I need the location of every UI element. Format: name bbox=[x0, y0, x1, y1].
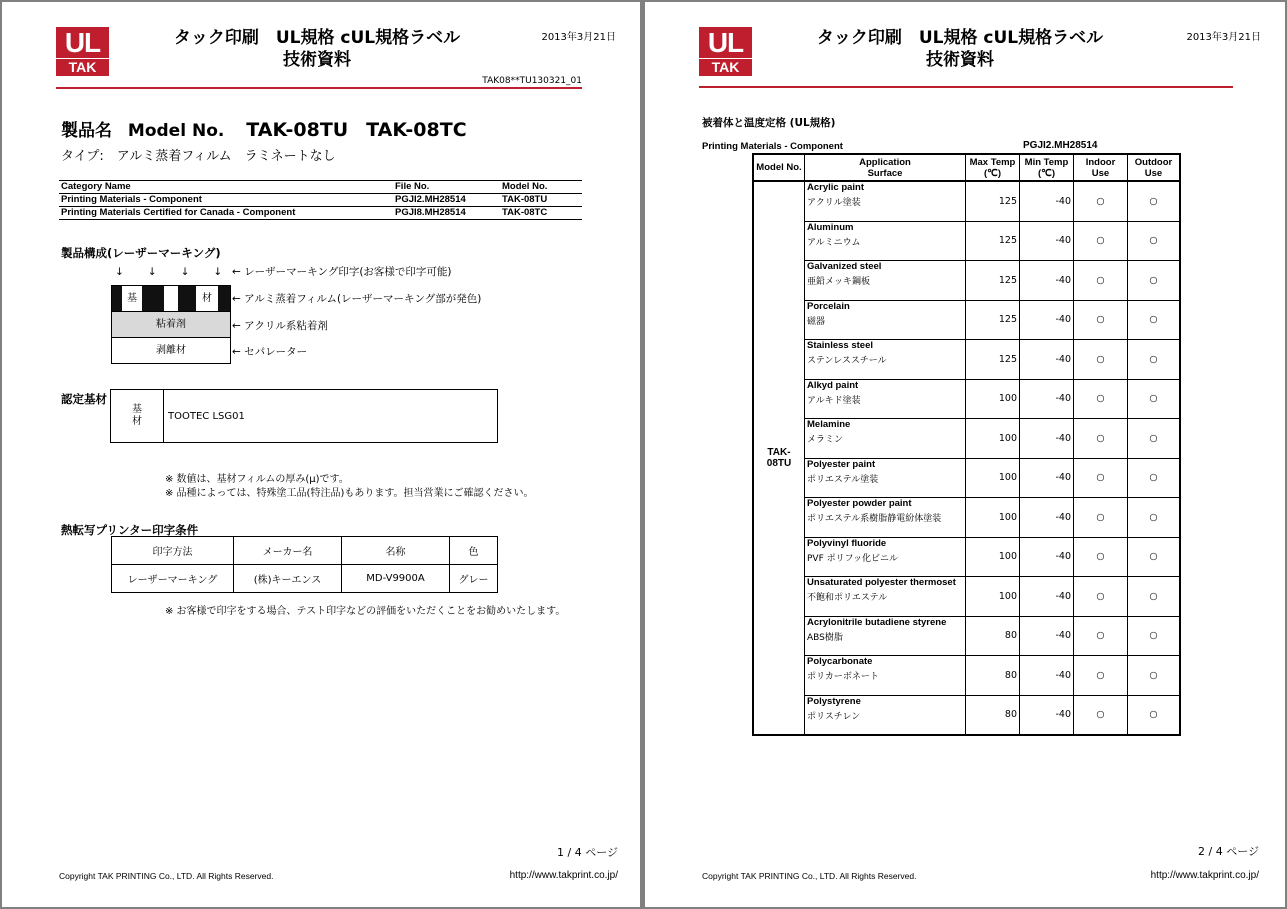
max-temp-cell: 80 bbox=[966, 616, 1020, 656]
temperature-section-title: 被着体と温度定格 (UL規格) bbox=[702, 117, 836, 129]
layer-film-note: ← アルミ蒸着フィルム(レーザーマーキング部が発色) bbox=[232, 293, 482, 305]
surface-cell bbox=[805, 616, 966, 656]
indoor-cell: ○ bbox=[1074, 419, 1128, 459]
min-temp-cell: -40 bbox=[1020, 656, 1074, 696]
material-label-cell bbox=[111, 390, 164, 443]
footer-url[interactable]: http://www.takprint.co.jp/ bbox=[509, 870, 618, 881]
table-row bbox=[753, 419, 1180, 459]
copyright: Copyright TAK PRINTING Co., LTD. All Rights Reserved. bbox=[702, 871, 917, 881]
table-row bbox=[59, 207, 582, 220]
model-a: TAK-08TU bbox=[246, 119, 349, 141]
table-header-row bbox=[753, 154, 1180, 181]
table-cell: MD-V9900A bbox=[342, 565, 450, 593]
outdoor-cell: ○ bbox=[1128, 695, 1181, 735]
table-cell: TAK-08TC bbox=[500, 207, 582, 220]
document-date: 2013年3月21日 bbox=[541, 32, 616, 43]
title-line-2: 技術資料 bbox=[926, 50, 994, 70]
material-table bbox=[110, 389, 498, 443]
min-temp-cell: -40 bbox=[1020, 261, 1074, 301]
surface-cell bbox=[805, 300, 966, 340]
table-row bbox=[753, 340, 1180, 380]
surface-english: Polyvinyl fluoride bbox=[807, 537, 887, 549]
min-temp-cell: -40 bbox=[1020, 221, 1074, 261]
min-temp-cell: -40 bbox=[1020, 419, 1074, 459]
min-temp-header: Min Temp (℃) bbox=[1020, 154, 1074, 181]
page-title bbox=[152, 27, 482, 71]
material-section-title: 認定基材 bbox=[61, 392, 107, 406]
model-cell: TAK-08TU bbox=[753, 181, 805, 735]
surface-japanese: 磁器 bbox=[807, 316, 826, 327]
ul-tak-logo bbox=[56, 27, 109, 76]
table-cell: (株)キーエンス bbox=[234, 565, 342, 593]
indoor-cell: ○ bbox=[1074, 695, 1128, 735]
min-temp-cell: -40 bbox=[1020, 181, 1074, 221]
layer-adhesive-note: ← アクリル系粘着剤 bbox=[232, 320, 328, 332]
indoor-cell: ○ bbox=[1074, 379, 1128, 419]
table-row bbox=[59, 194, 582, 207]
max-temp-header: Max Temp (℃) bbox=[966, 154, 1020, 181]
outdoor-header: Outdoor Use bbox=[1128, 154, 1181, 181]
material-label-2: 材 bbox=[132, 416, 142, 427]
table-row bbox=[753, 379, 1180, 419]
surface-cell bbox=[805, 656, 966, 696]
document-page-1 bbox=[2, 2, 640, 907]
table-row bbox=[753, 577, 1180, 617]
printer-section-title: 熱転写プリンター印字条件 bbox=[61, 523, 199, 537]
surface-japanese: ポリスチレン bbox=[807, 711, 861, 722]
layer-liner-note: ← セパレーター bbox=[232, 346, 308, 358]
product-type: タイプ: アルミ蒸着フィルム ラミネートなし bbox=[61, 149, 336, 164]
title-line-1: タック印刷 UL規格 cUL規格ラベル bbox=[816, 28, 1104, 48]
indoor-header: Indoor Use bbox=[1074, 154, 1128, 181]
max-temp-cell: 125 bbox=[966, 181, 1020, 221]
table-row bbox=[753, 656, 1180, 696]
min-temp-cell: -40 bbox=[1020, 616, 1074, 656]
indoor-cell: ○ bbox=[1074, 537, 1128, 577]
table-cell: メーカー名 bbox=[234, 537, 342, 565]
surface-japanese: 亜鉛メッキ鋼板 bbox=[807, 277, 871, 287]
table-row bbox=[753, 221, 1180, 261]
surface-cell bbox=[805, 577, 966, 617]
table-row bbox=[112, 565, 498, 593]
note-special: ※ 品種によっては、特殊塗工品(特注品)もあります。担当営業にご確認ください。 bbox=[165, 488, 534, 499]
surface-cell bbox=[805, 498, 966, 538]
max-temp-cell: 100 bbox=[966, 379, 1020, 419]
model-header: Model No. bbox=[753, 154, 805, 181]
header-divider bbox=[699, 86, 1233, 88]
table-row bbox=[753, 498, 1180, 538]
table-cell: グレー bbox=[450, 565, 498, 593]
surface-cell bbox=[805, 695, 966, 735]
surface-japanese: 不飽和ポリエステル bbox=[807, 593, 888, 603]
surface-cell bbox=[805, 458, 966, 498]
table-row bbox=[112, 537, 498, 565]
max-temp-cell: 125 bbox=[966, 340, 1020, 380]
table-cell: TAK-08TU bbox=[500, 194, 582, 207]
document-date: 2013年3月21日 bbox=[1186, 32, 1261, 43]
min-temp-cell: -40 bbox=[1020, 695, 1074, 735]
surface-english: Stainless steel bbox=[807, 340, 874, 351]
surface-english: Polystyrene bbox=[807, 695, 861, 707]
outdoor-cell: ○ bbox=[1128, 616, 1181, 656]
surface-cell bbox=[805, 261, 966, 301]
outdoor-cell: ○ bbox=[1128, 458, 1181, 498]
surface-english: Alkyd paint bbox=[807, 379, 859, 391]
table-row bbox=[753, 261, 1180, 301]
surface-japanese: ポリカーボネート bbox=[807, 672, 879, 682]
layer-film bbox=[111, 285, 231, 312]
printer-note: ※ お客様で印字をする場合、テスト印字などの評価をいただくことをお勧めいたします。 bbox=[165, 606, 566, 617]
table-row bbox=[111, 390, 498, 443]
outdoor-cell: ○ bbox=[1128, 300, 1181, 340]
indoor-cell: ○ bbox=[1074, 656, 1128, 696]
surface-japanese: ABS樹脂 bbox=[807, 632, 843, 643]
product-label: 製品名 bbox=[61, 121, 112, 141]
max-temp-cell: 80 bbox=[966, 656, 1020, 696]
table-row bbox=[753, 458, 1180, 498]
indoor-cell: ○ bbox=[1074, 221, 1128, 261]
table-row bbox=[753, 181, 1180, 221]
indoor-cell: ○ bbox=[1074, 616, 1128, 656]
surface-english: Polyester paint bbox=[807, 458, 876, 470]
indoor-cell: ○ bbox=[1074, 181, 1128, 221]
surface-english: Melamine bbox=[807, 419, 851, 430]
table-cell: 色 bbox=[450, 537, 498, 565]
max-temp-cell: 100 bbox=[966, 537, 1020, 577]
max-temp-cell: 100 bbox=[966, 419, 1020, 459]
logo-ul-text: UL bbox=[699, 27, 752, 59]
surface-cell bbox=[805, 340, 966, 380]
surface-cell bbox=[805, 379, 966, 419]
max-temp-cell: 125 bbox=[966, 261, 1020, 301]
product-title bbox=[61, 116, 467, 141]
table-row bbox=[753, 537, 1180, 577]
min-temp-cell: -40 bbox=[1020, 458, 1074, 498]
surface-cell bbox=[805, 181, 966, 221]
table-cell: PGJI8.MH28514 bbox=[393, 207, 500, 220]
table-cell: Printing Materials Certified for Canada - Component bbox=[59, 207, 393, 220]
layer-adhesive: 粘着剤 bbox=[111, 311, 231, 338]
min-temp-cell: -40 bbox=[1020, 537, 1074, 577]
outdoor-cell: ○ bbox=[1128, 419, 1181, 459]
table-cell: 印字方法 bbox=[112, 537, 234, 565]
outdoor-cell: ○ bbox=[1128, 498, 1181, 538]
footer-url[interactable]: http://www.takprint.co.jp/ bbox=[1150, 870, 1259, 881]
laser-note: ← レーザーマーキング印字(お客様で印字可能) bbox=[232, 266, 452, 278]
surface-japanese: ポリエステル塗装 bbox=[807, 474, 879, 485]
note-thickness: ※ 数値は、基材フィルムの厚み(μ)です。 bbox=[165, 474, 349, 485]
table-cell: Printing Materials - Component bbox=[59, 194, 393, 207]
outdoor-cell: ○ bbox=[1128, 261, 1181, 301]
material-value: TOOTEC LSG01 bbox=[164, 390, 498, 443]
table-cell: レーザーマーキング bbox=[112, 565, 234, 593]
material-label-1: 基 bbox=[132, 404, 142, 415]
max-temp-cell: 100 bbox=[966, 498, 1020, 538]
indoor-cell: ○ bbox=[1074, 340, 1128, 380]
structure-section-title: 製品構成(レーザーマーキング) bbox=[61, 246, 221, 260]
title-line-2: 技術資料 bbox=[283, 50, 351, 70]
layer-film-left-text: 基 bbox=[127, 293, 137, 304]
surface-japanese: アルミニウム bbox=[807, 237, 861, 248]
category-header: Category Name bbox=[59, 181, 393, 194]
outdoor-cell: ○ bbox=[1128, 577, 1181, 617]
logo-tak-text: TAK bbox=[68, 59, 97, 75]
surface-japanese: ステンレススチール bbox=[807, 356, 887, 366]
table-cell: PGJI2.MH28514 bbox=[393, 194, 500, 207]
surface-english: Porcelain bbox=[807, 300, 850, 312]
surface-cell bbox=[805, 221, 966, 261]
table-row bbox=[753, 300, 1180, 340]
printer-table bbox=[111, 536, 498, 593]
header-divider bbox=[56, 87, 582, 89]
model-label: Model No. bbox=[127, 121, 225, 141]
surface-japanese: アルキド塗装 bbox=[807, 395, 861, 406]
surface-english: Acrylonitrile butadiene styrene bbox=[807, 616, 947, 628]
max-temp-cell: 80 bbox=[966, 695, 1020, 735]
file-no-header: File No. bbox=[393, 181, 500, 194]
ul-tak-logo bbox=[699, 27, 752, 76]
min-temp-cell: -40 bbox=[1020, 340, 1074, 380]
title-line-1: タック印刷 UL規格 cUL規格ラベル bbox=[173, 28, 461, 48]
surface-cell bbox=[805, 419, 966, 459]
min-temp-cell: -40 bbox=[1020, 379, 1074, 419]
indoor-cell: ○ bbox=[1074, 261, 1128, 301]
outdoor-cell: ○ bbox=[1128, 340, 1181, 380]
outdoor-cell: ○ bbox=[1128, 181, 1181, 221]
table-row bbox=[59, 181, 582, 194]
indoor-cell: ○ bbox=[1074, 498, 1128, 538]
outdoor-cell: ○ bbox=[1128, 656, 1181, 696]
document-page-2 bbox=[645, 2, 1285, 907]
logo-ul-text: UL bbox=[56, 27, 109, 59]
category-table bbox=[59, 180, 582, 220]
file-number: PGJI2.MH28514 bbox=[1023, 140, 1098, 151]
page-number: 1 / 4 ページ bbox=[557, 846, 618, 859]
table-cell: 名称 bbox=[342, 537, 450, 565]
temperature-rating-table bbox=[752, 153, 1181, 736]
min-temp-cell: -40 bbox=[1020, 577, 1074, 617]
surface-english: Galvanized steel bbox=[807, 261, 882, 272]
surface-header: Application Surface bbox=[805, 154, 966, 181]
indoor-cell: ○ bbox=[1074, 577, 1128, 617]
document-code: TAK08**TU130321_01 bbox=[482, 76, 582, 86]
indoor-cell: ○ bbox=[1074, 300, 1128, 340]
model-no-header: Model No. bbox=[500, 181, 582, 194]
model-b: TAK-08TC bbox=[366, 119, 467, 141]
min-temp-cell: -40 bbox=[1020, 498, 1074, 538]
indoor-cell: ○ bbox=[1074, 458, 1128, 498]
page-title bbox=[795, 27, 1125, 71]
logo-tak-text: TAK bbox=[711, 59, 740, 75]
outdoor-cell: ○ bbox=[1128, 379, 1181, 419]
page-number: 2 / 4 ページ bbox=[1198, 845, 1259, 858]
surface-cell bbox=[805, 537, 966, 577]
surface-english: Polycarbonate bbox=[807, 656, 873, 667]
max-temp-cell: 100 bbox=[966, 458, 1020, 498]
table-row bbox=[753, 695, 1180, 735]
min-temp-cell: -40 bbox=[1020, 300, 1074, 340]
laser-arrows: ↓ ↓ ↓ ↓ bbox=[115, 266, 224, 278]
surface-english: Aluminum bbox=[807, 221, 854, 233]
surface-japanese: アクリル塗装 bbox=[807, 198, 861, 208]
max-temp-cell: 125 bbox=[966, 300, 1020, 340]
surface-japanese: ポリエステル系樹脂静電紛体塗装 bbox=[807, 514, 942, 524]
surface-english: Acrylic paint bbox=[807, 182, 865, 193]
max-temp-cell: 100 bbox=[966, 577, 1020, 617]
surface-english: Polyester powder paint bbox=[807, 498, 912, 509]
outdoor-cell: ○ bbox=[1128, 221, 1181, 261]
max-temp-cell: 125 bbox=[966, 221, 1020, 261]
surface-japanese: メラミン bbox=[807, 435, 844, 445]
outdoor-cell: ○ bbox=[1128, 537, 1181, 577]
table-row bbox=[753, 616, 1180, 656]
category-name: Printing Materials - Component bbox=[702, 141, 843, 152]
layer-liner: 剥離材 bbox=[111, 337, 231, 364]
surface-english: Unsaturated polyester thermoset bbox=[807, 577, 956, 588]
copyright: Copyright TAK PRINTING Co., LTD. All Rights Reserved. bbox=[59, 871, 274, 881]
surface-japanese: PVF ポリフッ化ビニル bbox=[807, 553, 898, 564]
layer-film-right-text: 材 bbox=[202, 293, 212, 304]
